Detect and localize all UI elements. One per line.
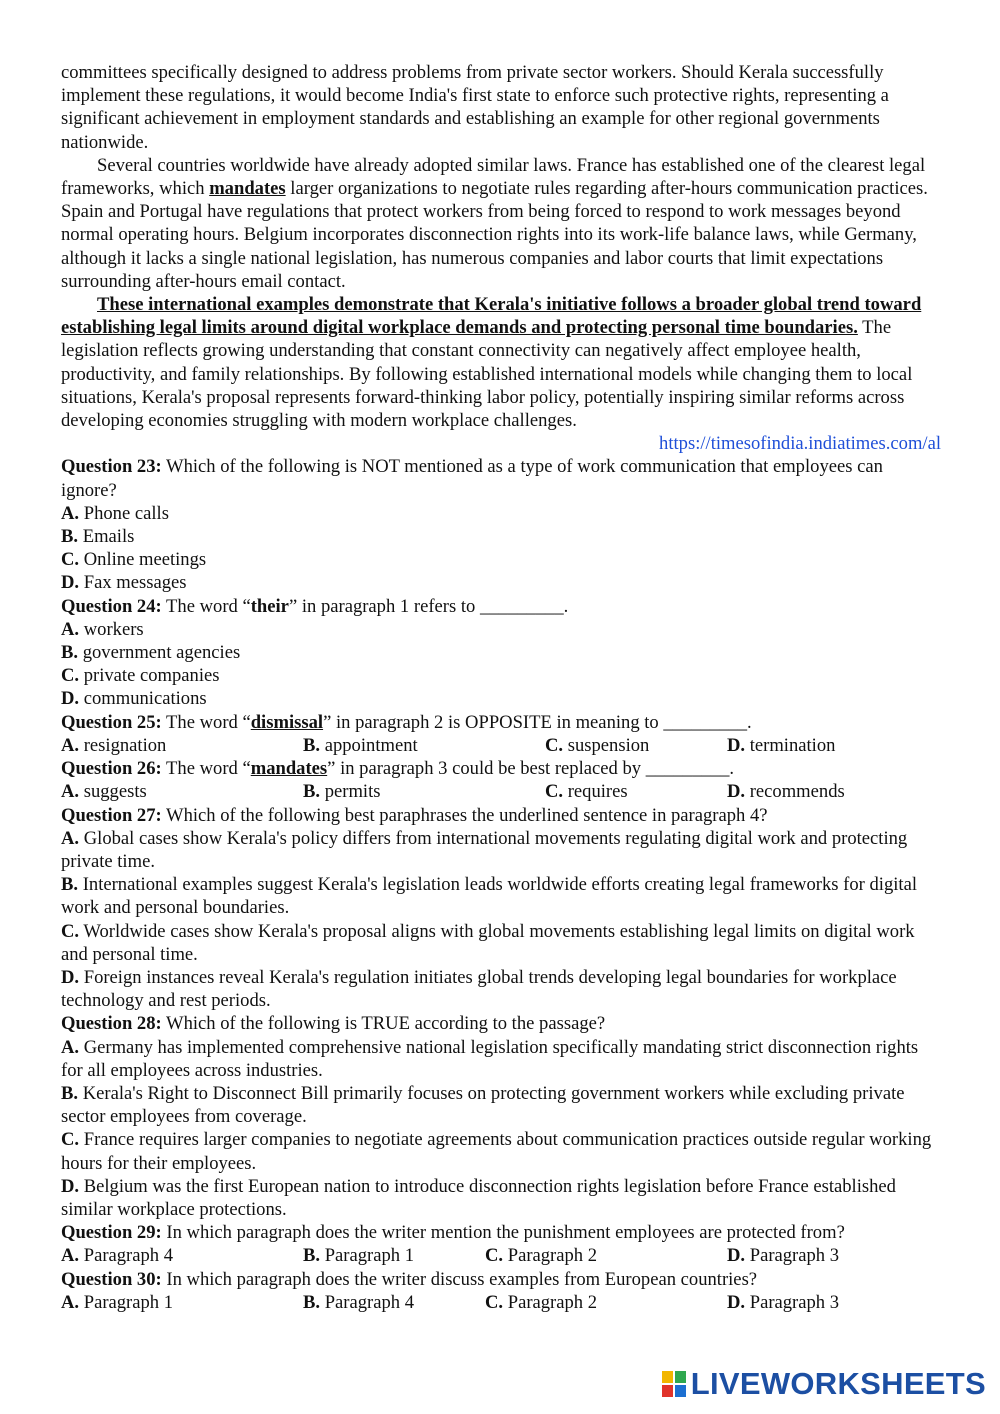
q28-option-a[interactable] <box>61 1036 941 1082</box>
option-text: Worldwide cases show Kerala's proposal aligns with global movements establishing legal limits on digital work and personal time. <box>61 920 915 965</box>
q23-option-a[interactable] <box>61 502 941 525</box>
liveworksheets-logo[interactable] <box>661 1364 986 1404</box>
question-text-post: ” in paragraph 2 is OPPOSITE in meaning to _________. <box>323 711 752 733</box>
option-text: recommends <box>745 781 845 803</box>
q27-option-b[interactable] <box>61 873 941 919</box>
q23-option-d[interactable] <box>61 571 941 594</box>
p3-text-b: larger organizations to negotiate rules regarding after-hours communication practices. Spain and Portugal have regulations that protect workers from being forced to respond to work messages beyond normal operating hours. Belgium incorporates disconnection rights into its work-life balance laws, while Germany, although it lacks a single national legislation, has numerous companies and labor courts that limit expectations surrounding after-hours email contact. <box>61 178 928 292</box>
liveworksheets-logo-icon <box>661 1369 687 1399</box>
option-text: France requires larger companies to negotiate agreements about communication practices outside regular working hours for their employees. <box>61 1129 932 1174</box>
option-text: requires <box>563 781 628 803</box>
question-25 <box>61 711 941 734</box>
option-letter: C. <box>545 734 564 756</box>
option-text: Germany has implemented comprehensive national legislation specifically mandating strict disconnection rights for all employees across industries. <box>61 1036 919 1081</box>
option-letter: D. <box>61 688 80 710</box>
option-text: Foreign instances reveal Kerala's regulation initiates global trends developing legal boundaries for workplace technology and rest periods. <box>61 966 897 1012</box>
question-text: Which of the following best paraphrases the underlined sentence in paragraph 4? <box>161 804 768 826</box>
q28-option-c[interactable] <box>61 1128 941 1174</box>
q29-option-c[interactable] <box>485 1244 727 1267</box>
q29-options-row <box>61 1244 941 1267</box>
q29-option-b[interactable] <box>303 1244 485 1267</box>
option-letter: B. <box>303 1291 321 1313</box>
question-label: Question 29: <box>61 1222 162 1244</box>
option-letter: A. <box>61 502 80 524</box>
option-text: communications <box>79 688 207 710</box>
question-label: Question 24: <box>61 595 162 617</box>
option-text: Paragraph 4 <box>320 1291 415 1313</box>
option-text: workers <box>79 618 144 640</box>
option-letter: A. <box>61 1245 80 1267</box>
question-28 <box>61 1012 941 1035</box>
option-letter: A. <box>61 618 80 640</box>
q23-option-c[interactable] <box>61 548 941 571</box>
question-label: Question 28: <box>61 1013 162 1035</box>
option-letter: A. <box>61 1036 80 1058</box>
q24-option-c[interactable] <box>61 664 941 687</box>
p4-text-rest: The legislation reflects growing understanding that constant connectivity can negatively affect employee health, productivity, and family relationships. By following established international models while changing them to local situations, Kerala's proposal represents forward-thinking labor policy, potentially inspiring similar reforms across developing economies struggling with modern workplace challenges. <box>61 317 913 432</box>
q25-option-c[interactable] <box>545 734 727 757</box>
question-label: Question 30: <box>61 1268 162 1290</box>
option-text: permits <box>320 781 381 803</box>
option-text: suggests <box>79 781 147 803</box>
q30-options-row <box>61 1291 941 1314</box>
option-text: appointment <box>320 734 418 756</box>
q25-options-row <box>61 734 941 757</box>
option-letter: D. <box>727 734 746 756</box>
question-text: In which paragraph does the writer mention the punishment employees are protected from? <box>161 1222 845 1244</box>
question-text-pre: The word “ <box>161 711 251 733</box>
option-text: resignation <box>79 734 167 756</box>
option-text: Paragraph 3 <box>745 1291 840 1313</box>
option-text: Kerala's Right to Disconnect Bill primarily focuses on protecting government workers while excluding private sector employees from coverage. <box>61 1082 905 1128</box>
option-text: Global cases show Kerala's policy differs from international movements regulating digital work and protecting private time. <box>61 827 908 872</box>
option-letter: C. <box>61 1129 80 1151</box>
question-text: Which of the following is TRUE according to the passage? <box>161 1013 606 1035</box>
option-letter: C. <box>61 665 80 687</box>
option-text: suspension <box>563 734 650 756</box>
option-letter: A. <box>61 1291 80 1313</box>
question-27 <box>61 804 941 827</box>
question-text-post: ” in paragraph 3 could be best replaced by _________. <box>327 758 735 780</box>
source-link[interactable]: https://timesofindia.indiatimes.com/al <box>659 433 941 455</box>
q30-option-a[interactable] <box>61 1291 303 1314</box>
q28-option-d[interactable] <box>61 1175 941 1221</box>
option-letter: B. <box>61 642 79 664</box>
q29-option-d[interactable] <box>727 1244 941 1267</box>
option-letter: B. <box>61 1082 79 1104</box>
q26-options-row <box>61 780 941 803</box>
option-text: International examples suggest Kerala's legislation leads worldwide efforts creating legal frameworks for digital work and personal boundaries. <box>61 874 917 919</box>
q26-option-a[interactable] <box>61 780 303 803</box>
q24-option-b[interactable] <box>61 641 941 664</box>
q30-option-b[interactable] <box>303 1291 485 1314</box>
option-letter: C. <box>545 781 564 803</box>
question-30 <box>61 1268 941 1291</box>
q26-option-c[interactable] <box>545 780 727 803</box>
q30-option-d[interactable] <box>727 1291 941 1314</box>
option-letter: B. <box>303 734 321 756</box>
option-text: Paragraph 2 <box>503 1245 598 1267</box>
option-letter: D. <box>727 1291 746 1313</box>
question-24 <box>61 595 941 618</box>
option-text: termination <box>745 734 836 756</box>
q30-option-c[interactable] <box>485 1291 727 1314</box>
option-text: Belgium was the first European nation to introduce disconnection rights legislation before France established similar workplace protections. <box>61 1175 896 1220</box>
question-23 <box>61 455 941 501</box>
question-text-pre: The word “ <box>161 758 251 780</box>
question-label: Question 26: <box>61 758 162 780</box>
option-text: Paragraph 1 <box>320 1245 415 1267</box>
option-letter: D. <box>727 1245 746 1267</box>
option-text: Online meetings <box>79 549 207 571</box>
q27-option-a[interactable] <box>61 827 941 873</box>
option-text: Phone calls <box>79 502 169 524</box>
p4-underlined-sentence: These international examples demonstrate that Kerala's initiative follows a broader global trend toward establishing legal limits around digital workplace demands and protecting personal time boundaries. <box>61 294 922 339</box>
option-letter: C. <box>485 1291 504 1313</box>
question-text-pre: The word “ <box>161 595 251 617</box>
q24-option-d[interactable] <box>61 687 941 710</box>
question-label: Question 25: <box>61 711 162 733</box>
question-text-post: ” in paragraph 1 refers to _________. <box>288 595 569 617</box>
logo-text: LIVEWORKSHEETS <box>690 1366 986 1402</box>
option-letter: A. <box>61 827 80 849</box>
option-text: private companies <box>79 665 220 687</box>
question-text: Which of the following is NOT mentioned as a type of work communication that employees can ignore? <box>61 456 883 501</box>
option-letter: A. <box>61 734 80 756</box>
option-letter: D. <box>61 966 80 988</box>
question-29 <box>61 1221 941 1244</box>
passage-paragraph-2-end: committees specifically designed to address problems from private sector workers. Should Kerala successfully implement these regulations, it would become India's first state to enforce such protective rights, representing a significant achievement in employment standards and establishing an example for other regional governments nationwide. <box>61 62 889 153</box>
question-keyword: dismissal <box>250 711 324 733</box>
question-label: Question 27: <box>61 804 162 826</box>
option-text: Paragraph 4 <box>79 1245 174 1267</box>
q26-option-b[interactable] <box>303 780 545 803</box>
option-text: government agencies <box>78 642 241 664</box>
option-letter: B. <box>303 1245 321 1267</box>
option-text: Paragraph 2 <box>503 1291 598 1313</box>
question-keyword: mandates <box>250 758 328 780</box>
q25-option-a[interactable] <box>61 734 303 757</box>
option-letter: B. <box>61 526 79 548</box>
question-text: In which paragraph does the writer discuss examples from European countries? <box>161 1268 758 1290</box>
option-letter: B. <box>61 874 79 896</box>
option-letter: D. <box>61 1175 80 1197</box>
option-letter: B. <box>303 781 321 803</box>
question-label: Question 23: <box>61 456 162 478</box>
option-letter: A. <box>61 781 80 803</box>
option-text: Paragraph 1 <box>79 1291 174 1313</box>
worksheet-page <box>61 61 941 1314</box>
q25-option-d[interactable] <box>727 734 941 757</box>
option-text: Fax messages <box>79 572 187 594</box>
q24-option-a[interactable] <box>61 618 941 641</box>
option-letter: C. <box>485 1245 504 1267</box>
q25-option-b[interactable] <box>303 734 545 757</box>
q28-option-b[interactable] <box>61 1082 941 1128</box>
option-text: Emails <box>78 526 135 548</box>
option-text: Paragraph 3 <box>745 1245 840 1267</box>
p3-highlight-word: mandates <box>209 178 286 200</box>
passage-paragraph-3 <box>61 154 941 293</box>
question-26 <box>61 757 941 780</box>
q27-option-d[interactable] <box>61 966 941 1012</box>
q27-option-c[interactable] <box>61 920 941 966</box>
option-letter: D. <box>727 781 746 803</box>
option-letter: D. <box>61 572 80 594</box>
option-letter: C. <box>61 920 80 942</box>
q26-option-d[interactable] <box>727 780 941 803</box>
option-letter: C. <box>61 549 80 571</box>
q29-option-a[interactable] <box>61 1244 303 1267</box>
q23-option-b[interactable] <box>61 525 941 548</box>
p3-text-a: Several countries worldwide have already adopted similar laws. France has established one of the clearest legal frameworks, which <box>61 154 926 200</box>
passage-paragraph-4 <box>61 293 941 432</box>
question-keyword: their <box>250 595 289 617</box>
